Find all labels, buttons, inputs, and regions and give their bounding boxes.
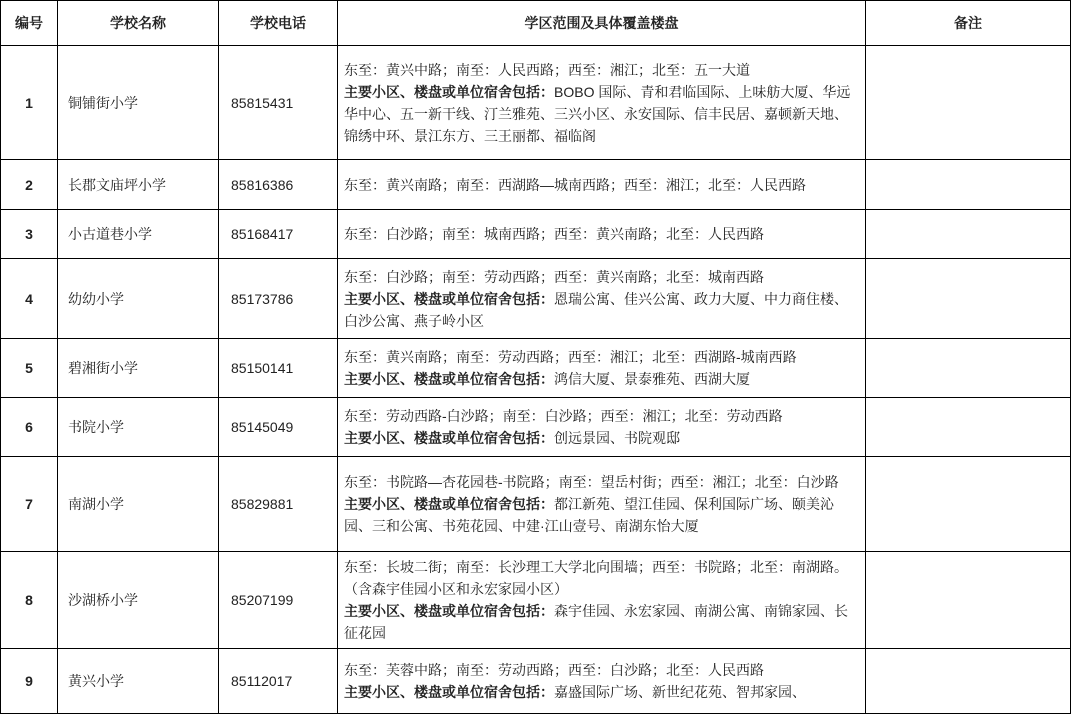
table-row [1,210,1071,259]
coverage-label: 主要小区、楼盘或单位宿舍包括： [344,371,554,387]
table-row [1,398,1071,457]
table-body [1,46,1071,714]
coverage-label: 主要小区、楼盘或单位宿舍包括： [344,496,554,512]
district-coverage [344,288,859,332]
table-row [1,46,1071,160]
remark-cell [866,259,1071,339]
coverage-label: 主要小区、楼盘或单位宿舍包括： [344,684,554,700]
district-coverage [344,368,859,390]
row-number: 4 [1,259,58,339]
remark-cell [866,457,1071,552]
coverage-label: 主要小区、楼盘或单位宿舍包括： [344,430,554,446]
school-name: 沙湖桥小学 [58,552,219,649]
school-name: 幼幼小学 [58,259,219,339]
row-number: 2 [1,160,58,210]
school-phone: 85815431 [219,46,338,160]
row-number: 8 [1,552,58,649]
district-cell [338,259,866,339]
header-school-phone: 学校电话 [219,1,338,46]
district-cell [338,46,866,160]
school-name: 铜铺街小学 [58,46,219,160]
district-boundary: 东至：书院路—杏花园巷-书院路；南至：望岳村街；西至：湘江；北至：白沙路 [344,474,839,490]
school-phone: 85150141 [219,339,338,398]
coverage-list: 都江新苑、望江佳园、保利国际广场、颐美沁园、三和公寓、书苑花园、中建·江山壹号、南湖东怡大厦 [344,496,834,534]
row-number: 9 [1,649,58,714]
coverage-list: 鸿信大厦、景泰雅苑、西湖大厦 [554,371,750,387]
remark-cell [866,339,1071,398]
district-cell [338,210,866,259]
school-phone: 85207199 [219,552,338,649]
coverage-label: 主要小区、楼盘或单位宿舍包括： [344,290,554,307]
district-boundary: 东至：长坡二街；南至：长沙理工大学北向围墙；西至：书院路；北至：南湖路。（含森宇佳园小区和永宏家园小区） [344,559,848,597]
row-number: 5 [1,339,58,398]
table-row [1,160,1071,210]
school-phone: 85173786 [219,259,338,339]
district-boundary: 东至：白沙路；南至：城南西路；西至：黄兴南路；北至：人民西路 [344,226,764,242]
school-name: 长郡文庙坪小学 [58,160,219,210]
district-boundary: 东至：劳动西路-白沙路；南至：白沙路；西至：湘江；北至：劳动西路 [344,408,783,424]
school-name: 碧湘街小学 [58,339,219,398]
coverage-list: 嘉盛国际广场、新世纪花苑、智邦家园、 [554,684,806,700]
school-phone: 85829881 [219,457,338,552]
coverage-label: 主要小区、楼盘或单位宿舍包括： [344,603,554,619]
remark-cell [866,649,1071,714]
district-cell [338,339,866,398]
remark-cell [866,46,1071,160]
district-boundary: 东至：白沙路；南至：劳动西路；西至：黄兴南路；北至：城南西路 [344,268,764,285]
table-row [1,457,1071,552]
school-name: 南湖小学 [58,457,219,552]
district-boundary: 东至：黄兴南路；南至：西湖路—城南西路；西至：湘江；北至：人民西路 [344,176,806,193]
district-cell [338,552,866,649]
coverage-list: BOBO 国际、青和君临国际、上味舫大厦、华远华中心、五一新干线、汀兰雅苑、三兴小区、永安国际、信丰民居、嘉顿新天地、锦绣中环、景江东方、三王丽都、福临阁 [344,83,851,144]
coverage-list: 森宇佳园、永宏家园、南湖公寓、南锦家园、长征花园 [344,603,848,641]
school-name: 小古道巷小学 [58,210,219,259]
remark-cell [866,398,1071,457]
school-phone: 85816386 [219,160,338,210]
district-coverage [344,493,859,537]
school-name: 黄兴小学 [58,649,219,714]
district-coverage [344,81,859,147]
remark-cell [866,160,1071,210]
school-phone: 85145049 [219,398,338,457]
table-row [1,552,1071,649]
district-coverage [344,681,859,703]
coverage-label: 主要小区、楼盘或单位宿舍包括： [344,83,554,100]
district-cell [338,457,866,552]
table-row [1,259,1071,339]
district-coverage [344,600,859,644]
row-number: 3 [1,210,58,259]
remark-cell [866,552,1071,649]
remark-cell [866,210,1071,259]
table-row [1,339,1071,398]
header-row [1,1,1071,46]
school-phone: 85112017 [219,649,338,714]
header-district-range: 学区范围及具体覆盖楼盘 [338,1,866,46]
header-remark: 备注 [866,1,1071,46]
district-cell [338,398,866,457]
row-number: 7 [1,457,58,552]
school-name: 书院小学 [58,398,219,457]
district-cell [338,160,866,210]
row-number: 1 [1,46,58,160]
coverage-list: 恩瑞公寓、佳兴公寓、政力大厦、中力商住楼、白沙公寓、燕子岭小区 [344,290,848,329]
school-phone: 85168417 [219,210,338,259]
header-school-name: 学校名称 [58,1,219,46]
district-boundary: 东至：芙蓉中路；南至：劳动西路；西至：白沙路；北至：人民西路 [344,662,764,678]
district-boundary: 东至：黄兴中路；南至：人民西路；西至：湘江；北至：五一大道 [344,61,750,78]
table-row [1,649,1071,714]
district-boundary: 东至：黄兴南路；南至：劳动西路；西至：湘江；北至：西湖路-城南西路 [344,349,797,365]
district-cell [338,649,866,714]
district-coverage [344,427,859,449]
coverage-list: 创远景园、书院观邸 [554,430,680,446]
header-id: 编号 [1,1,58,46]
row-number: 6 [1,398,58,457]
